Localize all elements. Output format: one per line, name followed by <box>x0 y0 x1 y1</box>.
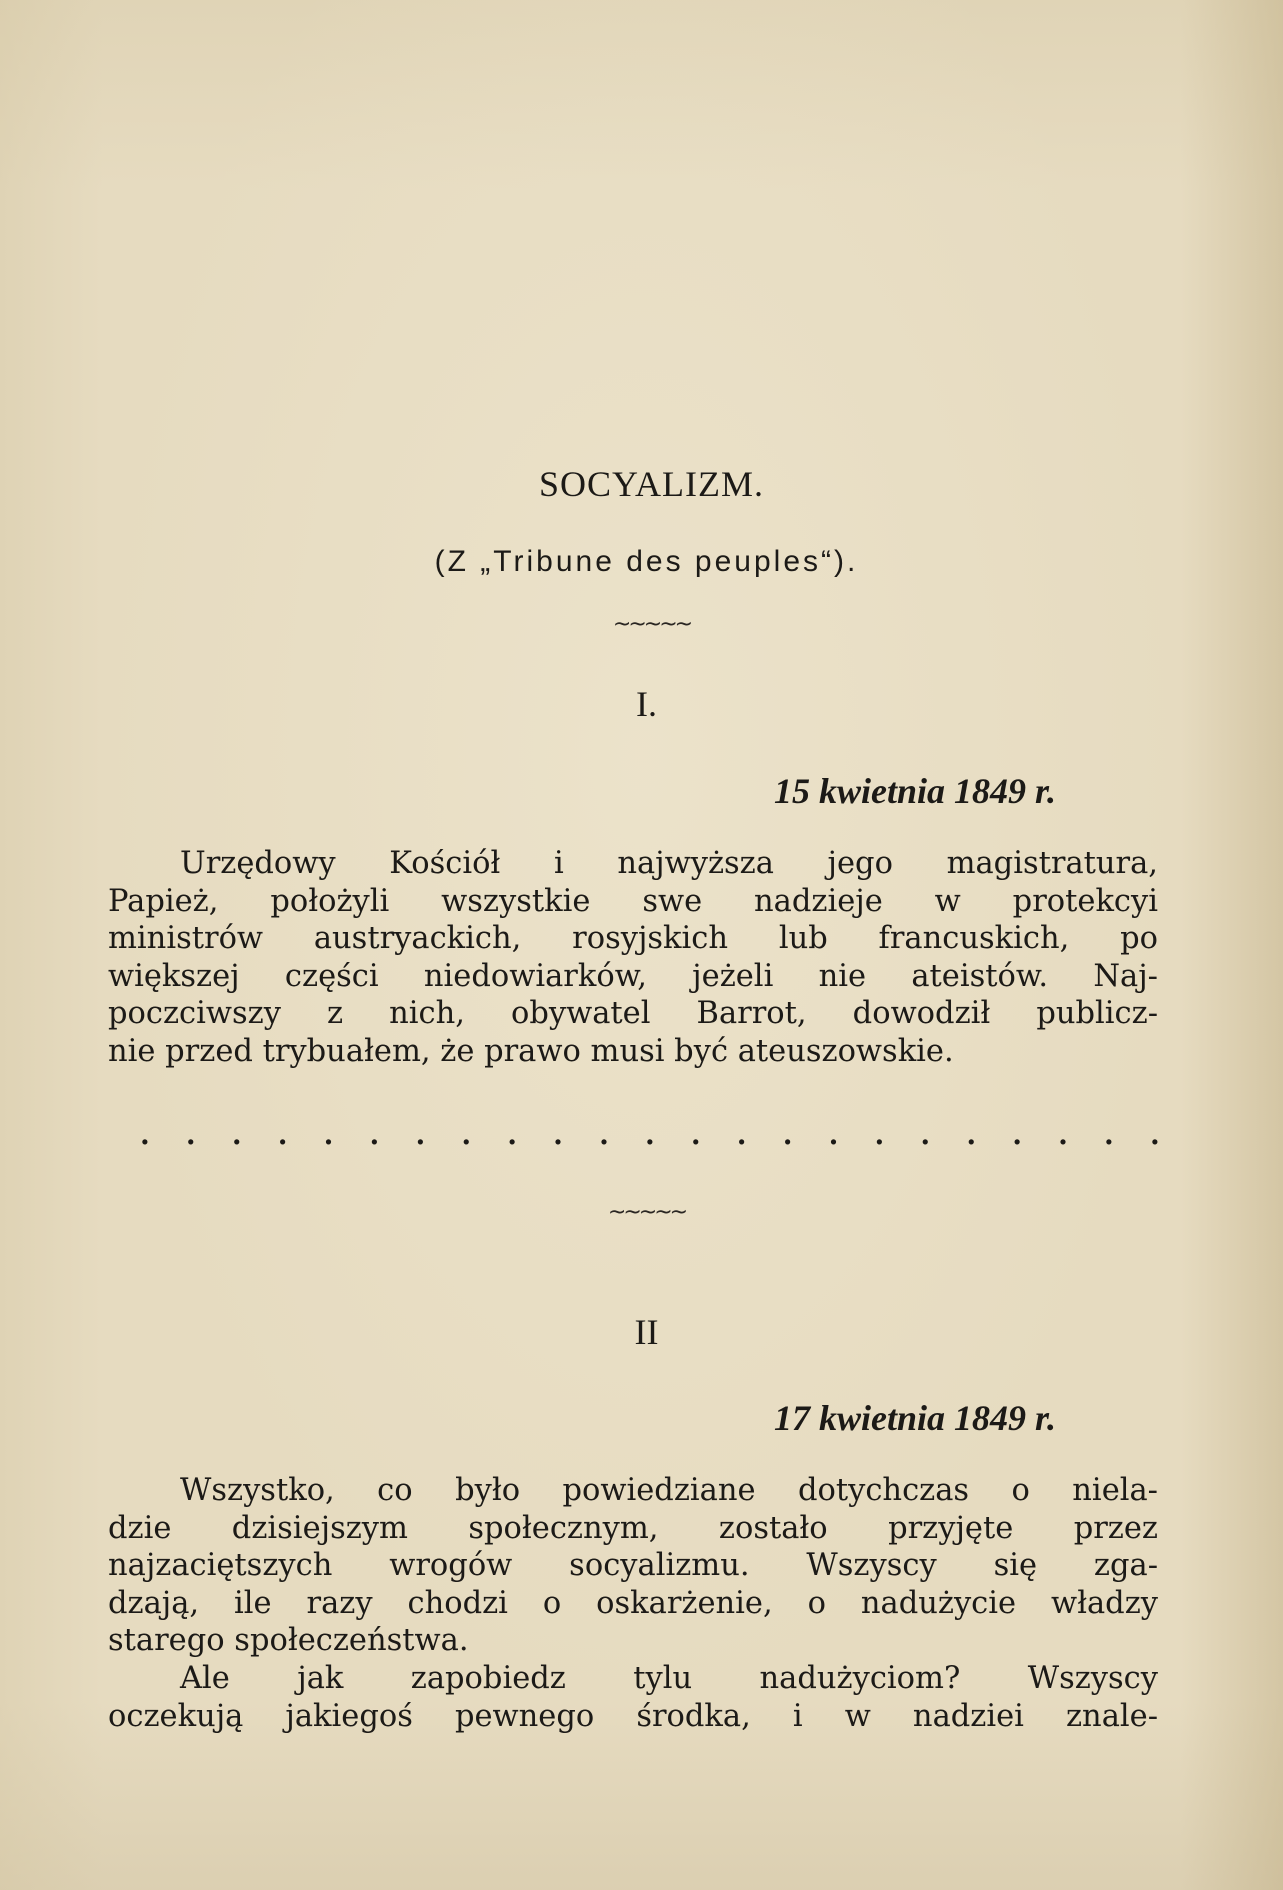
text-line: starego społeczeństwa. <box>108 1623 469 1658</box>
ellipsis-dot: . <box>599 1118 609 1151</box>
ellipsis-dot: . <box>277 1118 288 1151</box>
ellipsis-dot: . <box>323 1118 334 1151</box>
text-line: poczciwszy z nich, obywatel Barrot, dowodził publicz- <box>108 996 1158 1031</box>
section-1-paragraph <box>108 845 1158 1070</box>
ellipsis-dot: . <box>185 1118 196 1151</box>
source-subtitle: (Z „Tribune des peuples“). <box>434 545 859 578</box>
ellipsis-dot: . <box>736 1118 747 1151</box>
ornament-divider: ~~~~~ <box>612 612 691 637</box>
ellipsis-dot: . <box>828 1118 839 1151</box>
ellipsis-dot: . <box>1104 1118 1114 1151</box>
text-line: najzaciętszych wrogów socyalizmu. Wszyscy się zga- <box>108 1548 1158 1583</box>
ellipsis-dot: . <box>782 1118 793 1151</box>
ellipsis-dot: . <box>644 1118 655 1151</box>
ellipsis-dot: . <box>966 1118 977 1151</box>
ornament-divider-2: ~~~~~ <box>607 1200 686 1225</box>
ellipsis-dot: . <box>507 1118 517 1151</box>
page-title: SOCYALIZM. <box>538 464 764 504</box>
text-line: większej części niedowiarków, jeżeli nie ateistów. Naj- <box>108 958 1158 994</box>
ellipsis-dot: . <box>553 1118 563 1151</box>
ellipsis-dot: . <box>874 1118 885 1151</box>
text-line: Papież, położyli wszystkie swe nadzieje w protekcyi <box>108 883 1158 919</box>
ellipsis-dot: . <box>140 1118 150 1151</box>
text-line: dzają, ile razy chodzi o oskarżenie, o nadużycie władzy <box>108 1585 1158 1621</box>
ellipsis-dot: . <box>1058 1118 1068 1151</box>
text-line: oczekują jakiegoś pewnego środka, i w nadziei znale- <box>108 1698 1158 1734</box>
text-line: Wszystko, co było powiedziane dotychczas o niela- <box>180 1473 1158 1508</box>
ellipsis-dot: . <box>1012 1118 1022 1151</box>
text-line: dzie dzisiejszym społecznym, zostało przyjęte przez <box>108 1510 1158 1546</box>
text-line: Ale jak zapobiedz tylu nadużyciom? Wszyscy <box>180 1661 1158 1696</box>
ellipsis-dot: . <box>415 1118 426 1151</box>
section-number-1: I. <box>636 684 657 724</box>
section-2-paragraph-2 <box>108 1660 1158 1735</box>
section-date-1: 15 kwietnia 1849 r. <box>773 771 1056 811</box>
section-date-2: 17 kwietnia 1849 r. <box>773 1398 1056 1438</box>
ellipsis-line <box>140 1118 1160 1151</box>
section-number-2: II <box>634 1312 659 1352</box>
text-line: ministrów austryackich, rosyjskich lub francuskich, po <box>108 921 1158 956</box>
ellipsis-dot: . <box>920 1118 931 1151</box>
ellipsis-dot: . <box>1149 1118 1160 1151</box>
ellipsis-dot: . <box>369 1118 380 1151</box>
text-line: Urzędowy Kościół i najwyższa jego magistratura, <box>180 846 1158 881</box>
ellipsis-dot: . <box>461 1118 472 1151</box>
text-line: nie przed trybuałem, że prawo musi być ateuszowskie. <box>108 1033 954 1069</box>
ellipsis-dot: . <box>231 1118 242 1151</box>
ellipsis-dot: . <box>690 1118 701 1151</box>
section-2-paragraph-1 <box>108 1472 1158 1660</box>
